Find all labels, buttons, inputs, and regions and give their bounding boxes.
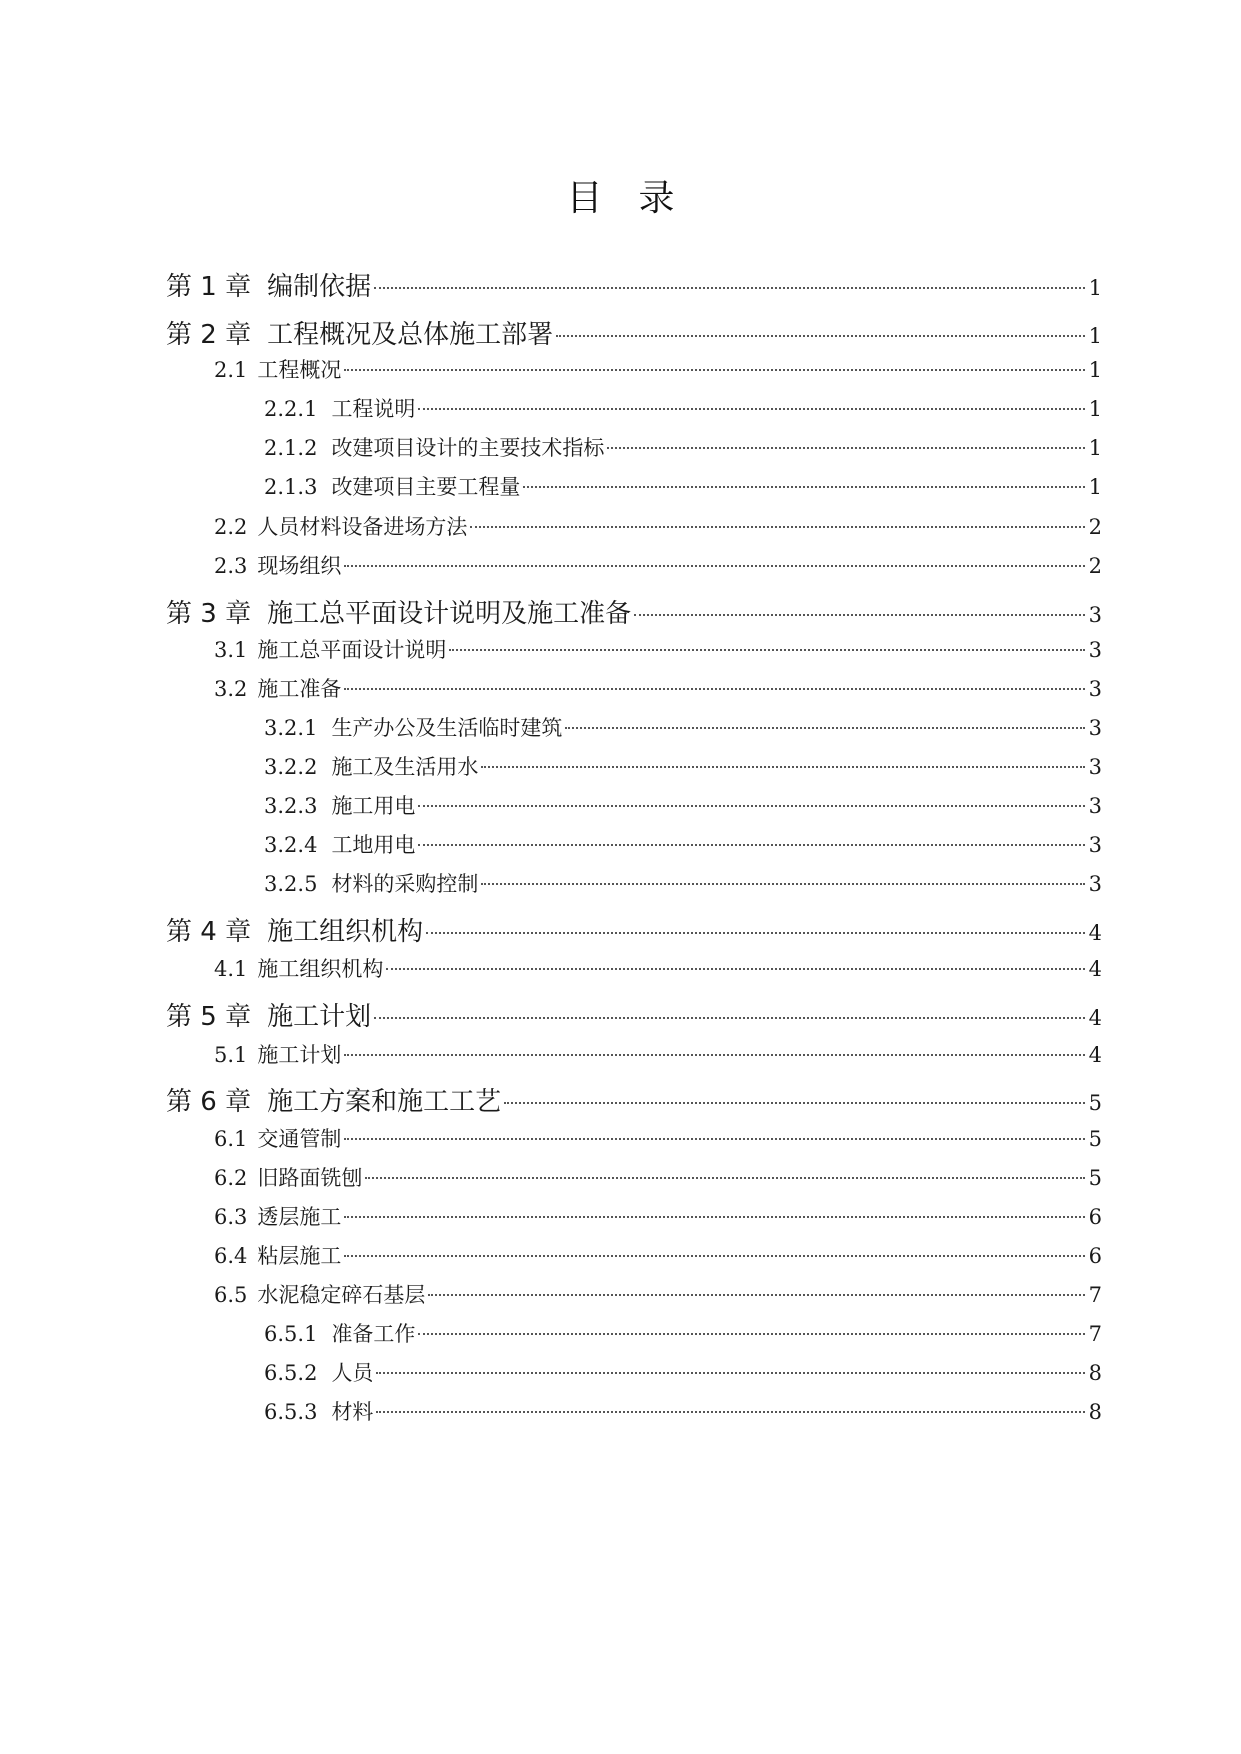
toc-entry-number: 3.1 bbox=[214, 638, 248, 662]
toc-entry-title: 材料 bbox=[331, 1400, 374, 1424]
dot-leader bbox=[470, 526, 1084, 528]
toc-entry[interactable] bbox=[264, 1318, 1102, 1348]
toc-entry-number: 2.2.1 bbox=[264, 397, 318, 421]
toc-entry-number: 第 6 章 bbox=[166, 1087, 252, 1117]
toc-entry-title: 生产办公及生活临时建筑 bbox=[331, 716, 563, 740]
toc-entry-page-number: 5 bbox=[1088, 1091, 1102, 1115]
toc-entry-page-number: 6 bbox=[1088, 1205, 1102, 1229]
toc-entry[interactable] bbox=[166, 593, 1102, 630]
toc-entry-number: 6.4 bbox=[214, 1244, 248, 1268]
toc-entry[interactable] bbox=[166, 314, 1102, 351]
toc-entry-page-number: 8 bbox=[1088, 1400, 1102, 1424]
toc-entry-number: 3.2.3 bbox=[264, 794, 318, 818]
dot-leader bbox=[374, 287, 1085, 289]
toc-entry[interactable] bbox=[214, 1240, 1102, 1270]
toc-entry-title: 旧路面铣刨 bbox=[257, 1166, 363, 1190]
toc-entry-number: 第 3 章 bbox=[166, 599, 252, 629]
toc-entry-page-number: 1 bbox=[1088, 436, 1102, 460]
toc-entry-title: 施工组织机构 bbox=[257, 957, 384, 981]
toc-entry-title: 材料的采购控制 bbox=[331, 872, 479, 896]
toc-entry-title: 粘层施工 bbox=[257, 1244, 342, 1268]
dot-leader bbox=[565, 727, 1084, 729]
dot-leader bbox=[449, 649, 1084, 651]
dot-leader bbox=[344, 688, 1084, 690]
toc-entry-page-number: 1 bbox=[1088, 475, 1102, 499]
toc-entry[interactable] bbox=[166, 1081, 1102, 1118]
toc-entry-page-number: 7 bbox=[1088, 1322, 1102, 1346]
toc-entry-title: 施工总平面设计说明及施工准备 bbox=[267, 599, 632, 629]
toc-entry-title: 工地用电 bbox=[331, 833, 416, 857]
toc-entry-page-number: 3 bbox=[1088, 794, 1102, 818]
toc-entry-number: 6.1 bbox=[214, 1127, 248, 1151]
toc-entry-title: 施工准备 bbox=[257, 677, 342, 701]
toc-entry-number: 2.1 bbox=[214, 358, 248, 382]
dot-leader bbox=[481, 766, 1084, 768]
toc-entry-number: 2.1.3 bbox=[264, 475, 318, 499]
dot-leader bbox=[344, 1216, 1084, 1218]
toc-entry-number: 第 5 章 bbox=[166, 1002, 252, 1032]
toc-entry-page-number: 3 bbox=[1088, 638, 1102, 662]
dot-leader bbox=[481, 883, 1084, 885]
dot-leader bbox=[634, 614, 1085, 616]
toc-entry[interactable] bbox=[214, 673, 1102, 703]
dot-leader bbox=[344, 1255, 1084, 1257]
toc-entry-title: 施工及生活用水 bbox=[331, 755, 479, 779]
toc-entry[interactable] bbox=[214, 1162, 1102, 1192]
toc-entry-title: 施工总平面设计说明 bbox=[257, 638, 447, 662]
toc-entry-page-number: 4 bbox=[1088, 957, 1102, 981]
toc-entry-page-number: 4 bbox=[1088, 921, 1102, 945]
toc-entry[interactable] bbox=[264, 432, 1102, 462]
toc-entry-page-number: 3 bbox=[1088, 677, 1102, 701]
toc-entry-title: 人员材料设备进场方法 bbox=[257, 515, 468, 539]
toc-entry-title: 改建项目主要工程量 bbox=[331, 475, 521, 499]
toc-entry[interactable] bbox=[264, 829, 1102, 859]
toc-entry-number: 6.5.2 bbox=[264, 1361, 318, 1385]
toc-entry-title: 交通管制 bbox=[257, 1127, 342, 1151]
toc-entry[interactable] bbox=[264, 1357, 1102, 1387]
toc-entry[interactable] bbox=[264, 471, 1102, 501]
dot-leader bbox=[386, 968, 1084, 970]
toc-entry-page-number: 3 bbox=[1088, 716, 1102, 740]
toc-entry-number: 3.2.1 bbox=[264, 716, 318, 740]
toc-entry-page-number: 8 bbox=[1088, 1361, 1102, 1385]
toc-entry-page-number: 4 bbox=[1088, 1043, 1102, 1067]
toc-entry[interactable] bbox=[264, 868, 1102, 898]
toc-entry-number: 2.1.2 bbox=[264, 436, 318, 460]
toc-entry[interactable] bbox=[214, 1123, 1102, 1153]
dot-leader bbox=[344, 1054, 1084, 1056]
toc-entry[interactable] bbox=[264, 751, 1102, 781]
toc-entry-page-number: 1 bbox=[1088, 276, 1102, 300]
toc-entry-page-number: 6 bbox=[1088, 1244, 1102, 1268]
toc-entry[interactable] bbox=[166, 911, 1102, 948]
toc-entry[interactable] bbox=[214, 354, 1102, 384]
dot-leader bbox=[418, 408, 1084, 410]
toc-entry-number: 第 2 章 bbox=[166, 320, 252, 350]
toc-entry-page-number: 4 bbox=[1088, 1006, 1102, 1030]
toc-entry-number: 6.5.1 bbox=[264, 1322, 318, 1346]
toc-entry-number: 6.5.3 bbox=[264, 1400, 318, 1424]
toc-entry[interactable] bbox=[166, 266, 1102, 303]
dot-leader bbox=[344, 1138, 1084, 1140]
dot-leader bbox=[376, 1411, 1084, 1413]
toc-entry-title: 工程概况 bbox=[257, 358, 342, 382]
toc-entry-page-number: 2 bbox=[1088, 554, 1102, 578]
toc-entry[interactable] bbox=[214, 511, 1102, 541]
toc-entry-title: 施工计划 bbox=[267, 1002, 372, 1032]
toc-entry-page-number: 3 bbox=[1088, 755, 1102, 779]
toc-entry-title: 编制依据 bbox=[267, 272, 372, 302]
toc-entry-page-number: 3 bbox=[1088, 833, 1102, 857]
toc-entry-number: 3.2.4 bbox=[264, 833, 318, 857]
dot-leader bbox=[376, 1372, 1084, 1374]
dot-leader bbox=[344, 369, 1084, 371]
toc-entry-page-number: 1 bbox=[1088, 324, 1102, 348]
toc-entry-title: 施工组织机构 bbox=[267, 917, 424, 947]
toc-entry-number: 3.2 bbox=[214, 677, 248, 701]
dot-leader bbox=[418, 1333, 1084, 1335]
toc-entry[interactable] bbox=[264, 393, 1102, 423]
toc-entry-number: 2.3 bbox=[214, 554, 248, 578]
toc-entry[interactable] bbox=[214, 953, 1102, 983]
toc-entry-title: 工程说明 bbox=[331, 397, 416, 421]
toc-entry-number: 3.2.5 bbox=[264, 872, 318, 896]
dot-leader bbox=[418, 844, 1084, 846]
toc-entry-title: 透层施工 bbox=[257, 1205, 342, 1229]
toc-entry-title: 现场组织 bbox=[257, 554, 342, 578]
toc-entry-page-number: 7 bbox=[1088, 1283, 1102, 1307]
toc-entry-number: 5.1 bbox=[214, 1043, 248, 1067]
dot-leader bbox=[418, 805, 1084, 807]
toc-entry[interactable] bbox=[214, 1279, 1102, 1309]
toc-entry-number: 6.5 bbox=[214, 1283, 248, 1307]
toc-entry[interactable] bbox=[214, 1201, 1102, 1231]
dot-leader bbox=[344, 565, 1084, 567]
toc-entry[interactable] bbox=[214, 634, 1102, 664]
toc-title: 目 录 bbox=[566, 178, 675, 219]
toc-entry-number: 第 1 章 bbox=[166, 272, 252, 302]
toc-entry[interactable] bbox=[214, 550, 1102, 580]
toc-entry[interactable] bbox=[166, 996, 1102, 1033]
dot-leader bbox=[607, 447, 1084, 449]
dot-leader bbox=[365, 1177, 1084, 1179]
toc-entry-number: 2.2 bbox=[214, 515, 248, 539]
toc-entry-page-number: 3 bbox=[1088, 603, 1102, 627]
toc-entry-title: 人员 bbox=[331, 1361, 374, 1385]
toc-entry-title: 施工计划 bbox=[257, 1043, 342, 1067]
dot-leader bbox=[426, 932, 1085, 934]
toc-entry[interactable] bbox=[214, 1039, 1102, 1069]
toc-entry-number: 6.2 bbox=[214, 1166, 248, 1190]
toc-entry-page-number: 2 bbox=[1088, 515, 1102, 539]
dot-leader bbox=[504, 1102, 1085, 1104]
toc-entry-number: 第 4 章 bbox=[166, 917, 252, 947]
dot-leader bbox=[523, 486, 1084, 488]
toc-entry-number: 3.2.2 bbox=[264, 755, 318, 779]
toc-entry-page-number: 5 bbox=[1088, 1166, 1102, 1190]
toc-entry-page-number: 1 bbox=[1088, 358, 1102, 382]
dot-leader bbox=[374, 1017, 1085, 1019]
toc-entry[interactable] bbox=[264, 712, 1102, 742]
toc-entry-page-number: 3 bbox=[1088, 872, 1102, 896]
toc-entry-title: 准备工作 bbox=[331, 1322, 416, 1346]
toc-entry-title: 改建项目设计的主要技术指标 bbox=[331, 436, 605, 460]
toc-entry-page-number: 1 bbox=[1088, 397, 1102, 421]
toc-entry-number: 4.1 bbox=[214, 957, 248, 981]
dot-leader bbox=[428, 1294, 1084, 1296]
toc-entry-page-number: 5 bbox=[1088, 1127, 1102, 1151]
toc-entry[interactable] bbox=[264, 790, 1102, 820]
dot-leader bbox=[556, 335, 1085, 337]
toc-entry[interactable] bbox=[264, 1396, 1102, 1426]
toc-entry-number: 6.3 bbox=[214, 1205, 248, 1229]
toc-entry-title: 施工用电 bbox=[331, 794, 416, 818]
toc-entry-title: 施工方案和施工工艺 bbox=[267, 1087, 502, 1117]
toc-entry-title: 工程概况及总体施工部署 bbox=[267, 320, 554, 350]
toc-entry-title: 水泥稳定碎石基层 bbox=[257, 1283, 426, 1307]
